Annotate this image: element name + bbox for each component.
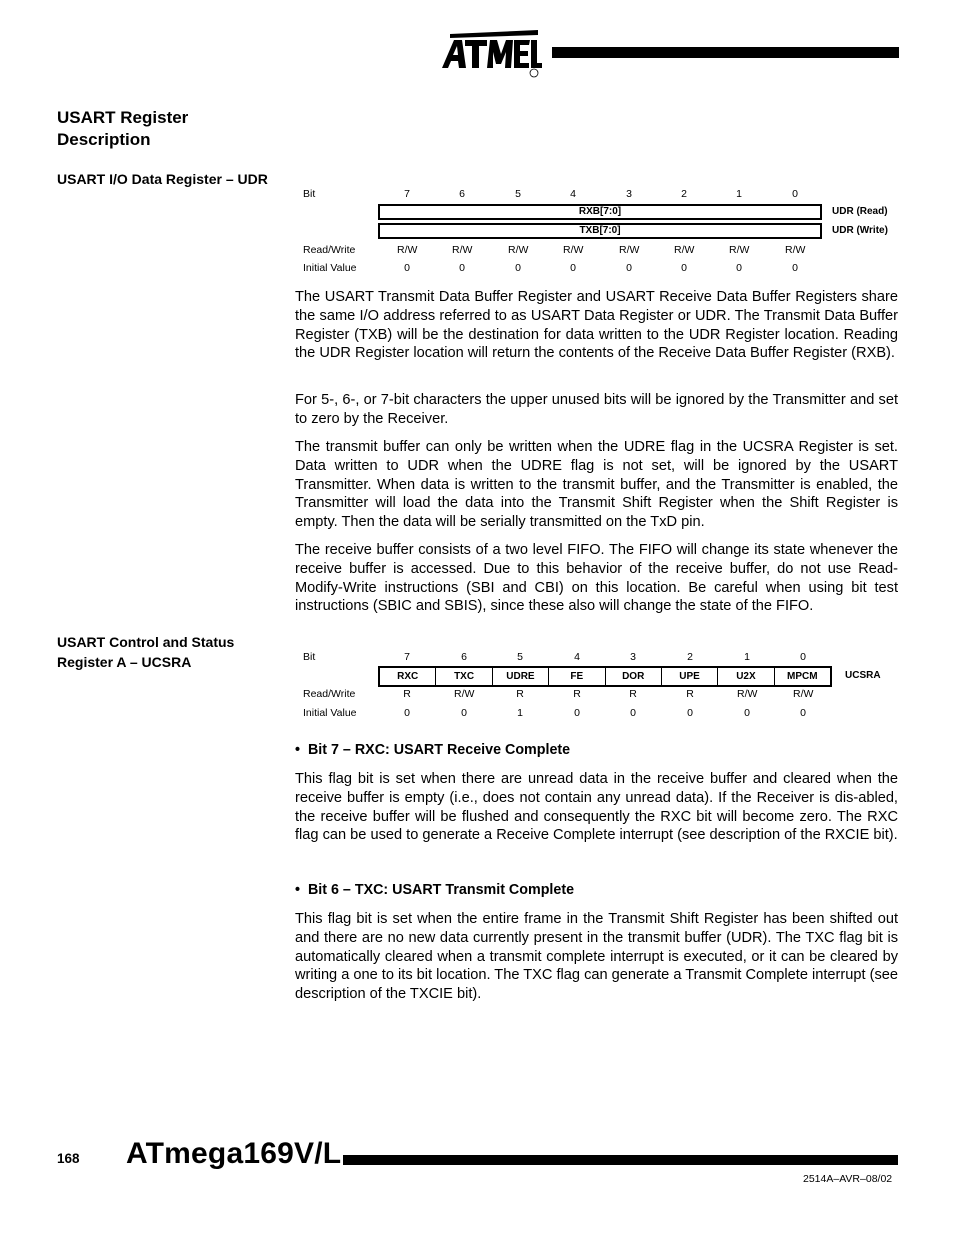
ucsra-init-2: 0 [687,707,693,719]
document-title: ATmega169V/L [126,1137,342,1170]
udr-bit-4: 4 [570,188,576,200]
udr-rw-3: R/W [619,244,640,256]
udr-rw-label: Read/Write [303,244,356,256]
ucsra-rw-0: R/W [793,688,814,700]
udr-bit-0: 0 [792,188,798,200]
udr-paragraph: The USART Transmit Data Buffer Register and USART Receive Data Buffer Registers share the same I/O address referred to as USART Data Register or UDR. The Transmit Data Buffer Register (TXB) will be the destination for data written to the UDR Register location. Reading the UDR Register location will return the contents of the Receive Data Buffer Register (RXB). [295,289,898,362]
udr-rw-5: R/W [508,244,529,256]
atmel-logo [438,28,549,78]
ucsra-init-7: 0 [404,707,410,719]
ucsra-bit-5: 5 [517,651,523,663]
bit6-paragraph: This flag bit is set when the entire frame in the Transmit Shift Register has been shifted out and there are no new data currently present in the transmit buffer (UDR). The TXC flag bit is automatically cleared when a transmit complete interrupt is executed, or it can be cleared by writing a one to its bit location. The TXC flag can generate a Transmit Complete interrupt (see description of the TXCIE bit). [295,911,898,1003]
udr-rw-6: R/W [452,244,473,256]
ucsra-bit-3: 3 [630,651,636,663]
bullet-icon: • [295,882,308,898]
udr-init-0: 0 [792,262,798,274]
document-code: 2514A–AVR–08/02 [803,1173,893,1185]
udr-bit-7: 7 [404,188,410,200]
udr-init-1: 0 [736,262,742,274]
logo-text: ATMEL [532,71,549,77]
ucsra-bit-4: 4 [574,651,580,663]
ucsra-init-5: 1 [517,707,523,719]
ucsra-bit-6: 6 [461,651,467,663]
udr-bit-6: 6 [459,188,465,200]
udr-init-4: 0 [570,262,576,274]
ucsra-bit-label: Bit [303,651,316,663]
ucsra-init-6: 0 [461,707,467,719]
udr-rw-1: R/W [729,244,750,256]
udr-bit-label: Bit [303,188,316,200]
udr-rw-4: R/W [563,244,584,256]
udr-init-7: 0 [404,262,410,274]
udr-read-name: UDR (Read) [832,206,888,217]
ucsra-rw-4: R [573,688,581,700]
ucsra-init-0: 0 [800,707,806,719]
udr-paragraph: The receive buffer consists of a two level FIFO. The FIFO will change its state whenever the receive buffer is accessed. Due to this behavior of the receive buffer, do not use Read-Modify-Write instructions (SBI and CBI) on this location. Be careful when using bit test instructions (SBIC and SBIS), since these also will change the state of the FIFO. [295,542,898,615]
udr-paragraph: For 5-, 6-, or 7-bit characters the upper unused bits will be ignored by the Transmitter and set to zero by the Receiver. [295,392,898,427]
udr-init-3: 0 [626,262,632,274]
ucsra-init-3: 0 [630,707,636,719]
ucsra-field-dor: DOR [606,668,662,685]
bit6-heading-row [295,882,574,898]
udr-bit-1: 1 [736,188,742,200]
ucsra-init-label: Initial Value [303,707,357,719]
ucsra-bit-0: 0 [800,651,806,663]
udr-rw-2: R/W [674,244,695,256]
bit6-heading: Bit 6 – TXC: USART Transmit Complete [307,882,575,898]
bit7-heading-row [295,742,570,758]
udr-read-field: RXB[7:0] [378,204,822,220]
udr-bit-3: 3 [626,188,632,200]
ucsra-rw-1: R/W [737,688,758,700]
ucsra-rw-7: R [403,688,411,700]
bullet-icon: • [295,742,308,758]
ucsra-fields [378,666,832,687]
header-rule [552,47,899,58]
udr-init-6: 0 [459,262,465,274]
ucsra-init-4: 0 [574,707,580,719]
ucsra-name: UCSRA [845,670,881,681]
udr-init-5: 0 [515,262,521,274]
udr-write-field: TXB[7:0] [378,223,822,239]
ucsra-field-mpcm: MPCM [787,671,818,682]
udr-bit-2: 2 [681,188,687,200]
udr-init-label: Initial Value [303,262,357,274]
bit7-paragraph: This flag bit is set when there are unread data in the receive buffer and cleared when the receive buffer is empty (i.e., does not contain any unread data). If the Receiver is dis-abled, the receive buffer will be flushed and consequently the RXC bit will become zero. The RXC flag can be used to generate a Receive Complete interrupt (see description of the RXCIE bit). [295,771,898,844]
udr-rw-0: R/W [785,244,806,256]
ucsra-heading: USART Control and Status Register A – UCSRA [57,634,235,670]
page-number: 168 [57,1151,80,1166]
udr-paragraph: The transmit buffer can only be written when the UDRE flag in the UCSRA Register is set. Data written to UDR when the UDRE flag is not set, will be ignored by the USART Transmitter. When data is written to the transmit buffer, and the Transmitter is enabled, the Transmitter will load the data into the Transmit Shift Register when the Shift Register is empty. Then the data will be serially transmitted on the TxD pin. [295,439,898,531]
ucsra-rw-6: R/W [454,688,475,700]
udr-heading: USART I/O Data Register – UDR [57,171,268,187]
ucsra-field-rxc: RXC [380,668,436,685]
ucsra-field-txc: TXC [436,668,492,685]
ucsra-field-udre: UDRE [493,668,549,685]
ucsra-field-u2x: U2X [718,668,774,685]
udr-rw-7: R/W [397,244,418,256]
footer-rule [343,1155,898,1165]
ucsra-rw-label: Read/Write [303,688,356,700]
ucsra-rw-2: R [686,688,694,700]
udr-init-2: 0 [681,262,687,274]
section-title: USART Register Description [57,108,189,149]
udr-bit-5: 5 [515,188,521,200]
udr-write-name: UDR (Write) [832,225,888,236]
ucsra-bit-7: 7 [404,651,410,663]
ucsra-bit-2: 2 [687,651,693,663]
ucsra-field-upe: UPE [662,668,718,685]
bit7-heading: Bit 7 – RXC: USART Receive Complete [307,742,571,758]
ucsra-bit-1: 1 [744,651,750,663]
ucsra-field-fe: FE [549,668,605,685]
ucsra-init-1: 0 [744,707,750,719]
ucsra-rw-5: R [516,688,524,700]
ucsra-rw-3: R [629,688,637,700]
